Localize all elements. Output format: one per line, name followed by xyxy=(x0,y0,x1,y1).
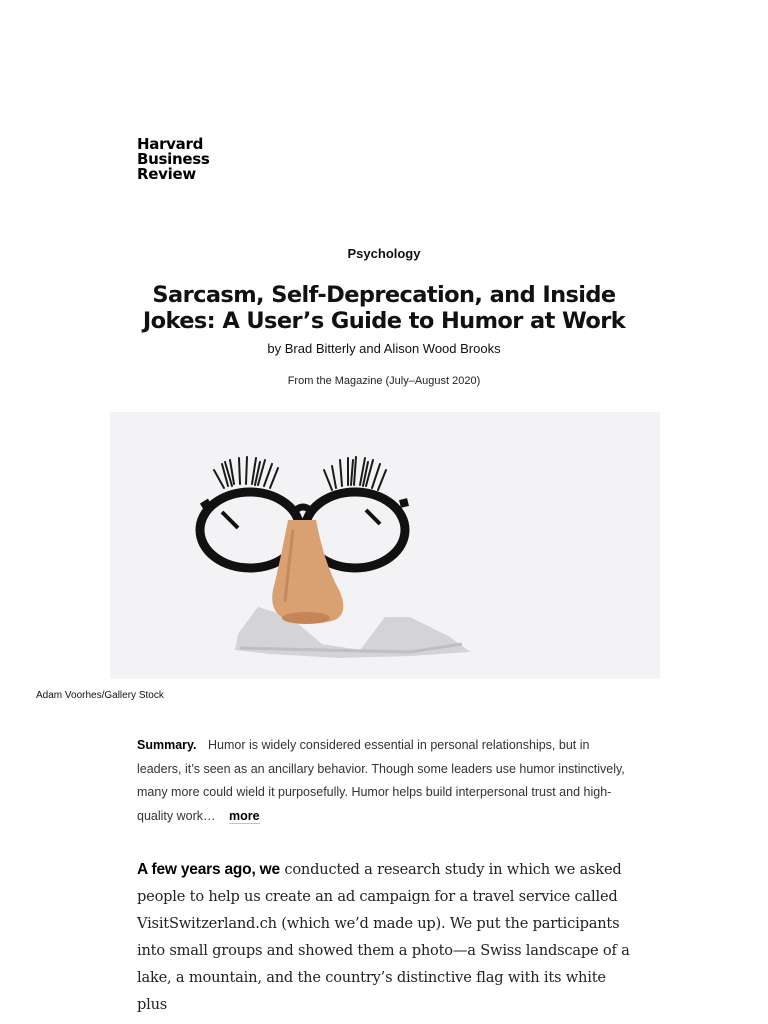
title-line-1: Sarcasm, Self-Deprecation, and Inside xyxy=(152,282,616,308)
topic-link[interactable]: Psychology xyxy=(347,246,421,261)
hbr-logo[interactable] xyxy=(137,137,210,182)
byline: by Brad Bitterly and Alison Wood Brooks xyxy=(267,341,501,356)
title-line-2: Jokes: A User’s Guide to Humor at Work xyxy=(142,308,626,334)
article-title xyxy=(110,282,658,334)
logo-line-2: Business xyxy=(137,150,210,168)
summary-text: Humor is widely considered essential in personal relationships, but in leaders, it’s seen as an ancillary behavior. Though some leaders use humor instinctively, many more could wield it purposefully. Humor helps build interpersonal trust and high-quality work… xyxy=(137,738,625,823)
logo-line-1: Harvard xyxy=(137,135,204,153)
paragraph-text: conducted a research study in which we asked people to help us create an ad campaign for a travel service called VisitSwitzerland.ch (which we’d made up). We put the participants into small groups and showed them a photo—a Swiss landscape of a lake, a mountain, and the country’s distinctive flag with its white plus xyxy=(137,861,630,1013)
lede-text: A few years ago, we xyxy=(137,861,280,878)
groucho-glasses-illustration xyxy=(110,412,660,679)
issue-label: From the Magazine (July–August 2020) xyxy=(287,375,481,387)
hero-image xyxy=(110,412,660,679)
article-body-paragraph xyxy=(137,856,637,1018)
image-credit: Adam Voorhes/Gallery Stock xyxy=(36,690,164,701)
article-summary xyxy=(137,734,637,828)
summary-more-link[interactable]: more xyxy=(228,808,260,823)
logo-line-3: Review xyxy=(137,165,196,183)
summary-label: Summary. xyxy=(137,738,197,752)
